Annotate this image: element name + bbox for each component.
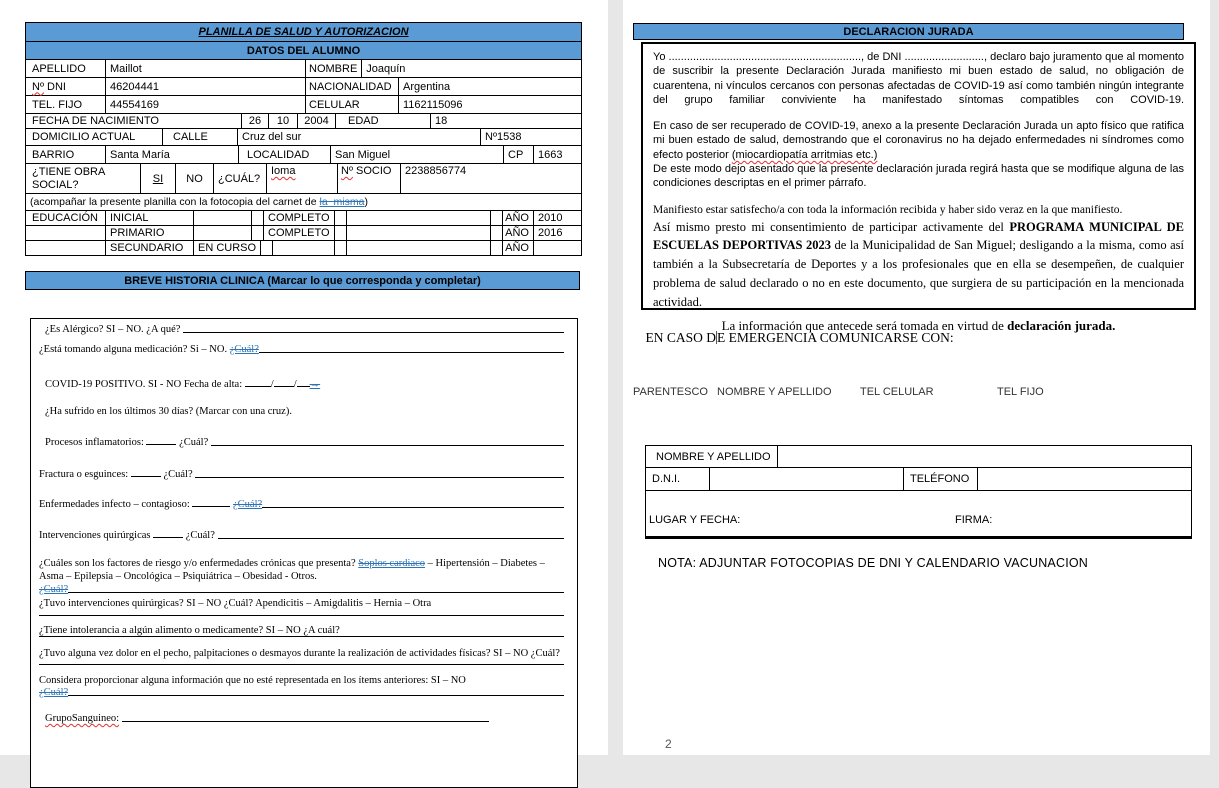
anio-secundario-value[interactable]: [534, 241, 581, 255]
localidad-label: LOCALIDAD: [239, 146, 331, 163]
dni-label-text: DNI: [43, 80, 66, 93]
question-intervenciones: [39, 527, 564, 541]
cual-tracked-change: ¿Cuál?: [39, 584, 69, 595]
localidad-value[interactable]: San Miguel: [331, 146, 504, 163]
question-text: Considera proporcionar alguna información que no esté representada en los ítems anteriores: SI – NO: [39, 675, 466, 686]
closing-text: La información que antecede será tomada en virtud de: [721, 318, 1008, 334]
fecha-anio-value[interactable]: 2004: [298, 114, 336, 128]
nacionalidad-value[interactable]: Argentina: [403, 80, 451, 93]
empty-cell[interactable]: [26, 241, 106, 255]
fecha-nacimiento-label: FECHA DE NACIMIENTO: [26, 114, 242, 128]
row-telefonos: [26, 95, 581, 113]
blank-short: [192, 496, 230, 507]
nota-text: (acompañar la presente planilla con la fotocopia del carnet de: [30, 196, 320, 208]
soplos-tracked-change: Soplos cardiaco: [358, 558, 426, 569]
si-underlined: SI: [152, 172, 164, 185]
declaracion-jurada-header: [633, 23, 1184, 40]
lugar-fecha-label: LUGAR Y FECHA:: [649, 514, 741, 526]
celular-label: CELULAR: [306, 96, 399, 113]
cual-text: ¿Cuál?: [160, 469, 196, 480]
nacionalidad-label: NACIONALIDAD: [306, 78, 399, 95]
blank-line: [122, 721, 489, 722]
blank-line: [259, 352, 564, 353]
row-fecha-nacimiento: [26, 113, 581, 128]
question-infecto: [39, 496, 564, 510]
blank-line: [211, 445, 564, 446]
declaracion-jurada-header-text: DECLARACION JURADA: [843, 25, 974, 38]
question-text: ¿Tiene intolerancia a algún alimento o medicamente? SI – NO ¿A cuál?: [39, 625, 340, 636]
nota-adjuntar: NOTA: ADJUNTAR FOTOCOPIAS DE DNI Y CALENDARIO VACUNACION: [658, 556, 1089, 570]
answer-line: [39, 636, 564, 637]
en-curso-label: EN CURSO: [194, 241, 261, 255]
date-slash: /: [270, 379, 274, 390]
obra-social-label: ¿TIENE OBRA SOCIAL?: [26, 164, 141, 193]
question-text: ¿Es Alérgico? SI – NO. ¿A qué?: [45, 324, 184, 335]
blank-short: [297, 376, 310, 387]
cual-text: ¿Cuál?: [183, 530, 218, 541]
cp-label: CP: [504, 146, 534, 163]
cual-tracked-change: ¿Cuál?: [233, 499, 263, 510]
checkbox-cell[interactable]: [335, 226, 347, 240]
question-dolor: [39, 648, 560, 659]
calle-value[interactable]: Cruz del sur: [238, 129, 481, 145]
blank-line: [68, 592, 564, 593]
question-text: Procesos inflamatorios:: [45, 437, 147, 448]
row-barrio-localidad: [26, 145, 581, 163]
dni-value[interactable]: 46204441: [106, 78, 306, 95]
nombre-label: NOMBRE: [306, 60, 362, 77]
blank-line: [68, 695, 564, 696]
programa-municipal-bold: PROGRAMA MUNICIPAL DE ESCUELAS DEPORTIVAS 2023: [653, 219, 1184, 253]
empty-cell[interactable]: [347, 241, 491, 255]
barrio-value[interactable]: Santa María: [106, 146, 239, 163]
question-text: Intervenciones quirúrgicas: [39, 530, 154, 541]
obra-social-value[interactable]: [267, 164, 338, 193]
table-telefono-value[interactable]: [978, 468, 1191, 490]
socio-value[interactable]: 2238856774: [405, 165, 467, 177]
cp-value[interactable]: 1663: [538, 148, 563, 161]
contact-table: [645, 445, 1192, 539]
empty-cell[interactable]: [347, 226, 492, 240]
form-title-text: PLANILLA DE SALUD Y AUTORIZACION: [198, 26, 409, 38]
question-alergico: [45, 324, 564, 335]
question-text-cont: – Hipertensión – Diabetes – Asma – Epilepsia – Oncológica – Psiquiátrica – Obesidad - Otros.: [39, 558, 545, 582]
table-dni-label: D.N.I.: [646, 468, 710, 490]
table-row-dni-telefono: [646, 467, 1191, 490]
calle-label: CALLE: [163, 129, 238, 145]
paragraph-text: de la Municipalidad de San Miguel; desligando a la misma, como así también a la Subsecretaría de Deportes y a los profesionales que en ella se desempeñen, de cualquier problema de salud declarado o no en este documento, que surgiera de su participación en la mencionada actividad.: [653, 238, 1185, 309]
question-factores: [39, 557, 564, 583]
date-slash: /: [293, 379, 297, 390]
anio-label: AÑO: [503, 211, 534, 225]
obra-spellcheck: Ioma: [271, 165, 296, 177]
edad-label: EDAD: [336, 114, 431, 128]
table-row-lugar-firma[interactable]: [646, 490, 1191, 536]
table-nombre-value[interactable]: [778, 446, 1191, 467]
tel-fijo-value[interactable]: 44554169: [106, 96, 306, 113]
paragraph-text: Así mismo presto mi consentimiento de participar activamente del: [653, 219, 1010, 234]
grupo-sanguineo-spellcheck: GrupoSanguineo:: [45, 713, 120, 724]
firma-label: FIRMA:: [955, 514, 993, 526]
completo-label: COMPLETO: [264, 211, 335, 225]
nro-spellcheck: Nº: [32, 80, 44, 93]
form-title-row: [26, 23, 581, 41]
obra-social-no[interactable]: NO: [176, 164, 214, 193]
table-nombre-label: NOMBRE Y APELLIDO: [646, 446, 778, 467]
checkbox-cell[interactable]: [491, 226, 503, 240]
cual-text: ¿Cuál?: [176, 437, 211, 448]
edad-value[interactable]: 18: [435, 115, 448, 127]
nivel-secundario-label: SECUNDARIO: [106, 241, 194, 255]
cual-tracked-change: ¿Cuál?: [229, 344, 259, 355]
blank-line: [195, 477, 564, 478]
anio-primario-value[interactable]: 2016: [538, 227, 563, 239]
empty-cell[interactable]: [194, 226, 252, 240]
numero-value[interactable]: Nº1538: [485, 131, 522, 143]
declaracion-paragraph-1: Yo ..............................................................., de DNI .........................., declaro bajo juramento que al momento de suscribir la presente Declaración Jurada manifiesto mi buen estado de salud, no obligación de cuarentena, ni vínculos cercanos con personas afectadas de COVID-19 así como también ningún integrante del grupo familiar conviviente ha manifestado síntomas compatibles con COVID-19.: [653, 51, 1184, 106]
row-educacion-primario: [26, 225, 581, 240]
question-cual-considera: [39, 687, 564, 698]
emergencia-line[interactable]: [632, 314, 954, 362]
row-educacion-secundario: [26, 240, 581, 255]
blank-line: [262, 507, 564, 508]
checkbox-cell[interactable]: [252, 211, 264, 225]
dni-label: [26, 78, 106, 95]
fecha-dia-value[interactable]: 26: [242, 114, 269, 128]
blank-short: [153, 527, 183, 538]
nro-socio-spellcheck: Nº: [341, 165, 353, 177]
arrow-tracked-change: →: [309, 379, 321, 390]
question-procesos: [45, 434, 564, 448]
row-nota-carnet: [26, 193, 581, 210]
question-text: ¿Tuvo intervenciones quirúrgicas? SI – NO ¿Cuál? Apendicitis – Amigdalitis – Hernia – Otra: [39, 598, 432, 609]
declaracion-jurada-bold: declaración jurada.: [1007, 318, 1116, 334]
checkbox-cell[interactable]: [491, 241, 503, 255]
question-30-dias: [45, 406, 292, 417]
declaracion-jurada-box[interactable]: [641, 42, 1196, 334]
miocardiopatia-spellcheck: (miocardiopatía arritmias etc.): [731, 148, 878, 161]
question-grupo-sanguineo: [45, 713, 489, 724]
question-covid: [45, 376, 320, 390]
obra-social-si[interactable]: [141, 164, 176, 193]
anio-label: AÑO: [503, 226, 534, 240]
empty-cell[interactable]: [26, 226, 106, 240]
apellido-label: APELLIDO: [26, 60, 106, 77]
nota-close-paren: ): [364, 196, 368, 208]
question-text: ¿Cuáles son los factores de riesgo y/o enfermedades crónicas que presenta?: [39, 558, 359, 569]
datos-alumno-table: [25, 22, 582, 256]
contact-header-nombre: NOMBRE Y APELLIDO: [717, 386, 832, 398]
declaracion-paragraph-4: Manifiesto estar satisfecho/a con toda la información recibida y haber sido veraz en la que manifiesto.: [653, 203, 1123, 216]
contact-header-tel-celular: TEL CELULAR: [860, 386, 934, 398]
blank-short: [245, 376, 271, 387]
blank-short: [146, 434, 176, 445]
celular-value[interactable]: 1162115096: [403, 98, 463, 111]
table-row-nombre: [646, 446, 1191, 467]
cual-tracked-change: ¿Cuál?: [39, 687, 69, 698]
row-domicilio: [26, 128, 581, 145]
table-dni-value[interactable]: [710, 468, 904, 490]
apellido-value[interactable]: Maillot: [106, 60, 306, 77]
question-intolerancia: [39, 625, 340, 636]
declaracion-paragraph-3: De este modo dejo asentado que la presente declaración jurada regirá hasta que se modifique alguna de las condiciones descriptas en el primer párrafo.: [653, 163, 1184, 190]
row-apellido-nombre: [26, 59, 581, 77]
domicilio-label: DOMICILIO ACTUAL: [26, 129, 163, 145]
historia-clinica-header-text: BREVE HISTORIA CLINICA (Marcar lo que corresponda y completar): [124, 274, 481, 287]
answer-line: [39, 615, 564, 616]
anio-label: AÑO: [503, 241, 534, 255]
nota-tracked-change: la misma: [319, 196, 365, 208]
barrio-label: BARRIO: [26, 146, 106, 163]
historia-clinica-header: [25, 271, 580, 290]
row-dni-nacionalidad: [26, 77, 581, 95]
checkbox-cell[interactable]: [335, 241, 347, 255]
section-label: DATOS DEL ALUMNO: [246, 44, 361, 57]
table-telefono-label: TELÉFONO: [904, 468, 978, 490]
anio-inicial-value[interactable]: 2010: [538, 212, 563, 224]
page-number: 2: [665, 737, 672, 751]
page-left-planilla: [0, 0, 608, 755]
cual-label: ¿CUÁL?: [214, 164, 267, 193]
row-educacion-inicial: [26, 210, 581, 225]
paragraph-text: En caso de ser recuperado de COVID-19, anexo a la presente Declaración Jurada un apto físico que ratifica mi buen estado de salud, demostrando que el coronavirus no ha dejado enfermedades ni síndromes como efecto posterior: [653, 120, 1184, 161]
question-text: Enfermedades infecto – contagioso:: [39, 499, 193, 510]
checkbox-cell[interactable]: [335, 211, 347, 225]
question-text: ¿Tuvo alguna vez dolor en el pecho, palpitaciones o desmayos durante la realización de actividades físicas? SI – NO ¿Cuál?: [39, 648, 560, 659]
question-medicacion: [39, 344, 564, 355]
socio-label-text: SOCIO: [352, 165, 392, 177]
question-text: Fractura o esguinces:: [39, 469, 131, 480]
tel-fijo-label: TEL. FIJO: [26, 96, 106, 113]
question-text: ¿Está tomando alguna medicación? Si – NO.: [39, 344, 230, 355]
question-cual-factores: [39, 584, 564, 595]
blank-short: [274, 376, 294, 387]
contact-header-tel-fijo: TEL FIJO: [997, 386, 1044, 398]
nivel-primario-label: PRIMARIO: [106, 226, 194, 240]
form-title: [26, 23, 581, 41]
form-section-row: [26, 41, 581, 59]
historia-clinica-box[interactable]: [30, 318, 578, 788]
checkbox-cell[interactable]: [491, 211, 503, 225]
checkbox-cell[interactable]: [252, 226, 264, 240]
nivel-inicial-label: INICIAL: [106, 211, 194, 225]
nombre-value[interactable]: Joaquín: [366, 62, 406, 75]
empty-cell[interactable]: [347, 211, 492, 225]
declaracion-paragraph-2: [653, 119, 1184, 162]
blank-short: [131, 466, 161, 477]
empty-cell[interactable]: [273, 241, 335, 255]
blank-line: [218, 538, 564, 539]
socio-label: [338, 164, 401, 193]
question-text: ¿Ha sufrido en los últimos 30 días? (Marcar con una cruz).: [45, 406, 292, 417]
nota-carnet: [26, 194, 581, 210]
declaracion-paragraph-5: [653, 218, 1184, 312]
emergencia-text-b: E EMERGENCIA COMUNICARSE CON:: [717, 330, 954, 345]
empty-cell[interactable]: [194, 211, 252, 225]
blank-line: [183, 332, 564, 333]
fecha-mes-value[interactable]: 10: [269, 114, 298, 128]
answer-line: [39, 664, 564, 665]
completo-label: COMPLETO: [264, 226, 335, 240]
question-fractura: [39, 466, 564, 480]
checkbox-cell[interactable]: [261, 241, 273, 255]
row-obra-social: [26, 163, 581, 193]
contact-header-parentesco: PARENTESCO: [633, 386, 708, 398]
section-datos-alumno: [26, 42, 581, 59]
emergencia-text-a: EN CASO D: [645, 330, 717, 345]
page-right-declaracion: [623, 0, 1210, 755]
educacion-label: EDUCACIÓN: [26, 211, 106, 225]
question-text: COVID-19 POSITIVO. SI - NO Fecha de alta:: [45, 379, 245, 390]
question-considera: [39, 675, 466, 686]
question-tuvo-intervenciones: [39, 598, 431, 609]
